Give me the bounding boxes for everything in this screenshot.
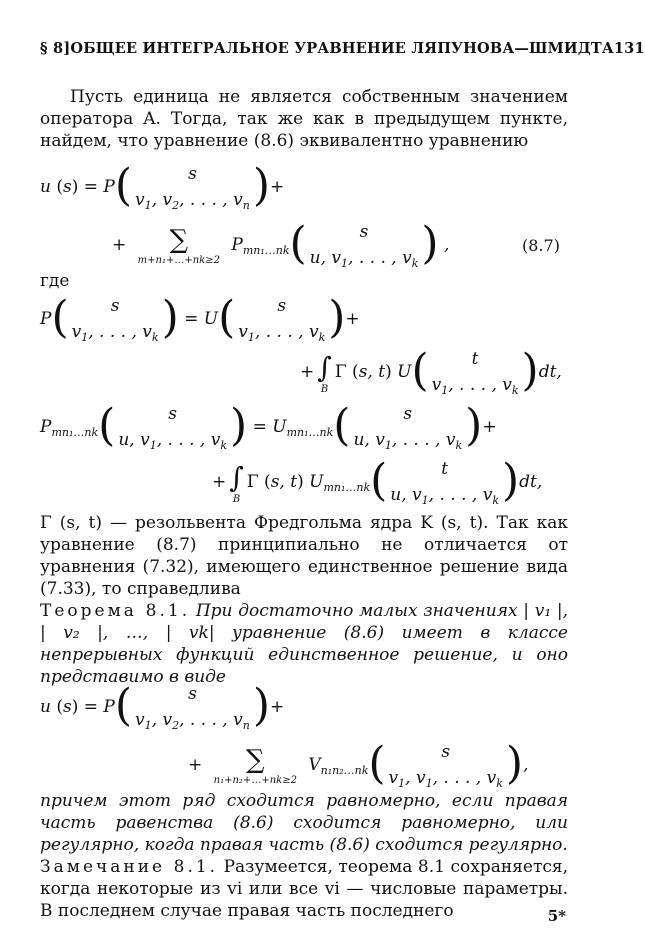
equation-u-line2: + ∑ m+n₁+…+nk≥2 $P_{mn_1\dots nk}$( s u, $v_1$, . . . , $v_k$ ) , [112, 218, 450, 270]
word-where: где [40, 271, 70, 291]
paragraph-intro: Пусть единица не является собственным значением оператора A. Тогда, так же как в предыдущем пункте, найдем, что уравнение (8.6) эквивалентно уравнению [40, 87, 568, 151]
theorem-text: При достаточно малых значениях | v₁ |, | v₂ |, …, | vk| уравнение (8.6) имеет в классе непрерывных функций единственное решение, и оно представимо в виде [40, 601, 569, 687]
equation-Pmn-line1: $P_{mn_1\dots nk}$( s u, $v_1$, . . . , $v_k$ ) = $U_{mn_1\dots nk}$( s u, $v_1$, . . . , $v_k$ )+ [40, 400, 497, 452]
paragraph-convergence: причем этот ряд сходится равномерно, если правая часть равенства (8.6) сходится равномерно, или регулярно, когда правая часть (8.6) сходится регулярно. [40, 791, 568, 855]
section-ref: § 8] [40, 40, 71, 57]
running-header [40, 40, 645, 57]
remark-label: Замечание 8.1. [40, 857, 219, 877]
sum-condition: m+n₁+…+nk≥2 [137, 255, 220, 266]
equation-u-line1: u (s) = P( s $v_1$, $v_2$, . . . , $v_n$ )+ [40, 160, 285, 212]
remark-8-1 [40, 856, 568, 922]
remark-text: Разумеется, теорема 8.1 сохраняется, когда некоторые из vi или все vi — числовые параметры. В последнем случае правая часть последнего [40, 857, 569, 921]
running-title: ОБЩЕЕ ИНТЕГРАЛЬНОЕ УРАВНЕНИЕ ЛЯПУНОВА—ШМИДТА [70, 40, 614, 57]
sum-condition-2: n₁+n₂+…+nk≥2 [213, 775, 297, 786]
theorem-label: Теорема 8.1. [40, 601, 191, 621]
equation-number: (8.7) [522, 236, 560, 255]
equation-Pmn-line2: + ∫ B Γ (s, t) $U_{mn_1\dots nk}$( t u, $v_1$, . . . , $v_k$ )dt, [212, 455, 543, 507]
signature-mark: 5* [547, 907, 566, 925]
equation-solution-line2: + ∑ n₁+n₂+…+nk≥2 $V_{n_1n_2\dots nk}$( s $v_1$, $v_1$, . . . , $v_k$ ), [188, 738, 529, 790]
equation-solution-line1: u (s) = P( s $v_1$, $v_2$, . . . , $v_n$ )+ [40, 680, 285, 732]
page-number: 131 [613, 40, 645, 57]
equation-P-line1: P( s $v_1$, . . . , $v_k$ ) = U( s $v_1$, . . . , $v_k$ )+ [40, 292, 360, 344]
paragraph-resolvent: Γ (s, t) — резольвента Фредгольма ядра K (s, t). Так как уравнение (8.7) принципиально не отличается от уравнения (7.32), имеющего единственное решение вида (7.33), то справедлива [40, 513, 568, 599]
equation-P-line2: + ∫ B Γ (s, t) U( t $v_1$, . . . , $v_k$ )dt, [300, 345, 562, 397]
theorem-8-1 [40, 600, 568, 688]
